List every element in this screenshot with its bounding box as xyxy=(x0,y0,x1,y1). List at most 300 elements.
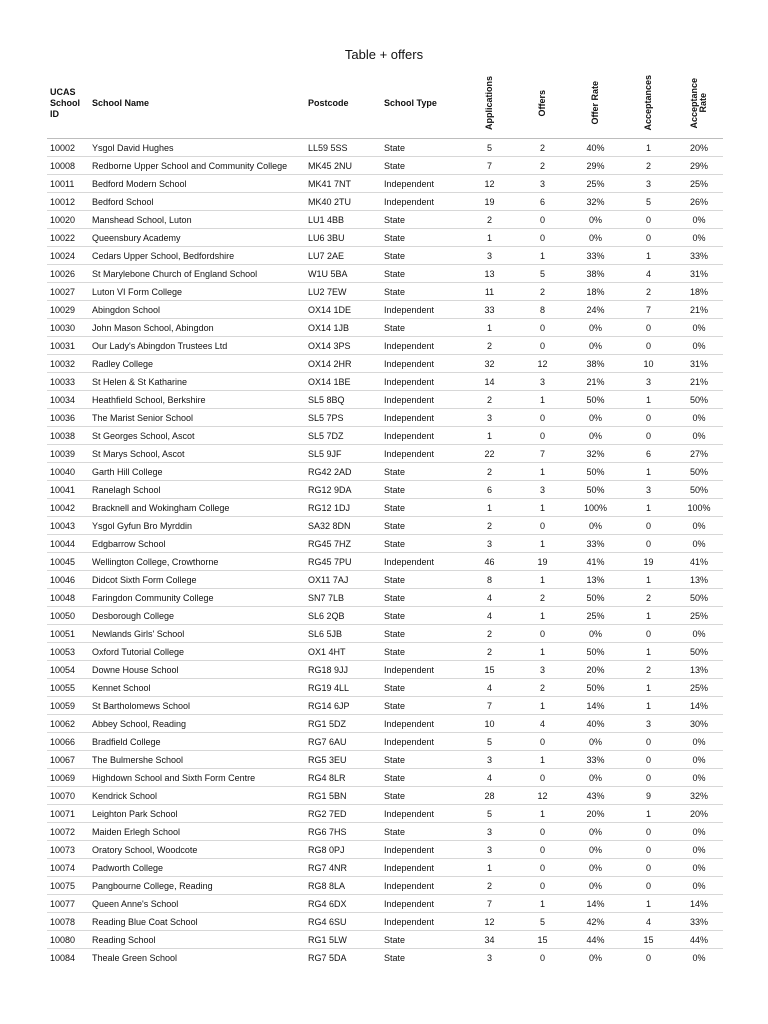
cell-offers: 1 xyxy=(516,535,569,553)
cell-offers: 0 xyxy=(516,625,569,643)
table-row xyxy=(47,445,723,463)
cell-applications: 22 xyxy=(463,445,516,463)
cell-offers: 12 xyxy=(516,787,569,805)
cell-school-type: Independent xyxy=(381,913,463,931)
cell-acceptances: 1 xyxy=(622,805,675,823)
cell-school-name: Ysgol Gyfun Bro Myrddin xyxy=(89,517,305,535)
cell-offer-rate: 0% xyxy=(569,229,622,247)
table-row xyxy=(47,175,723,193)
cell-acceptances: 7 xyxy=(622,301,675,319)
cell-postcode: RG8 8LA xyxy=(305,877,381,895)
cell-school-type: Independent xyxy=(381,895,463,913)
cell-acceptance-rate: 0% xyxy=(675,733,723,751)
cell-acceptances: 0 xyxy=(622,517,675,535)
cell-offers: 7 xyxy=(516,445,569,463)
cell-postcode: OX14 2HR xyxy=(305,355,381,373)
cell-school-type: State xyxy=(381,319,463,337)
cell-offer-rate: 25% xyxy=(569,175,622,193)
cell-school-name: Newlands Girls' School xyxy=(89,625,305,643)
cell-offer-rate: 100% xyxy=(569,499,622,517)
cell-postcode: W1U 5BA xyxy=(305,265,381,283)
cell-school-id: 10075 xyxy=(47,877,89,895)
cell-acceptances: 15 xyxy=(622,931,675,949)
cell-postcode: LU1 4BB xyxy=(305,211,381,229)
col-header-acceptances: Acceptances xyxy=(622,68,675,139)
cell-offers: 0 xyxy=(516,337,569,355)
cell-offer-rate: 50% xyxy=(569,391,622,409)
cell-school-type: Independent xyxy=(381,355,463,373)
cell-school-type: State xyxy=(381,607,463,625)
table-row xyxy=(47,499,723,517)
cell-school-type: State xyxy=(381,247,463,265)
cell-offer-rate: 50% xyxy=(569,463,622,481)
cell-offers: 1 xyxy=(516,751,569,769)
cell-acceptances: 1 xyxy=(622,499,675,517)
cell-school-name: Wellington College, Crowthorne xyxy=(89,553,305,571)
table-row xyxy=(47,697,723,715)
cell-school-name: Queensbury Academy xyxy=(89,229,305,247)
cell-acceptance-rate: 0% xyxy=(675,409,723,427)
table-row xyxy=(47,265,723,283)
cell-offers: 1 xyxy=(516,463,569,481)
cell-postcode: RG7 6AU xyxy=(305,733,381,751)
cell-offers: 2 xyxy=(516,589,569,607)
cell-applications: 6 xyxy=(463,481,516,499)
cell-school-type: Independent xyxy=(381,427,463,445)
cell-school-id: 10032 xyxy=(47,355,89,373)
cell-postcode: RG2 7ED xyxy=(305,805,381,823)
cell-acceptance-rate: 50% xyxy=(675,643,723,661)
cell-applications: 15 xyxy=(463,661,516,679)
cell-acceptances: 1 xyxy=(622,643,675,661)
cell-applications: 2 xyxy=(463,463,516,481)
cell-school-id: 10050 xyxy=(47,607,89,625)
cell-school-id: 10022 xyxy=(47,229,89,247)
cell-postcode: RG1 5LW xyxy=(305,931,381,949)
col-header-name: School Name xyxy=(89,68,305,139)
cell-school-id: 10062 xyxy=(47,715,89,733)
cell-acceptances: 2 xyxy=(622,589,675,607)
cell-offers: 4 xyxy=(516,715,569,733)
cell-offer-rate: 40% xyxy=(569,139,622,157)
cell-postcode: RG6 7HS xyxy=(305,823,381,841)
cell-acceptances: 6 xyxy=(622,445,675,463)
cell-acceptance-rate: 100% xyxy=(675,499,723,517)
table-row xyxy=(47,571,723,589)
cell-school-name: Bedford School xyxy=(89,193,305,211)
cell-acceptances: 5 xyxy=(622,193,675,211)
cell-postcode: RG12 9DA xyxy=(305,481,381,499)
cell-applications: 4 xyxy=(463,607,516,625)
cell-offer-rate: 25% xyxy=(569,607,622,625)
table-row xyxy=(47,913,723,931)
cell-school-name: Desborough College xyxy=(89,607,305,625)
cell-offers: 1 xyxy=(516,391,569,409)
cell-acceptances: 1 xyxy=(622,571,675,589)
cell-applications: 19 xyxy=(463,193,516,211)
cell-acceptance-rate: 44% xyxy=(675,931,723,949)
cell-school-name: Oxford Tutorial College xyxy=(89,643,305,661)
cell-acceptances: 0 xyxy=(622,733,675,751)
table-row xyxy=(47,535,723,553)
cell-school-id: 10033 xyxy=(47,373,89,391)
cell-school-type: State xyxy=(381,823,463,841)
cell-postcode: SL5 8BQ xyxy=(305,391,381,409)
cell-applications: 2 xyxy=(463,877,516,895)
cell-acceptances: 4 xyxy=(622,265,675,283)
col-header-id: UCAS School ID xyxy=(47,68,89,139)
cell-applications: 3 xyxy=(463,247,516,265)
cell-school-type: Independent xyxy=(381,175,463,193)
cell-acceptances: 1 xyxy=(622,697,675,715)
cell-postcode: MK41 7NT xyxy=(305,175,381,193)
cell-school-id: 10041 xyxy=(47,481,89,499)
table-row xyxy=(47,625,723,643)
cell-offer-rate: 0% xyxy=(569,823,622,841)
table-row xyxy=(47,283,723,301)
cell-postcode: RG7 4NR xyxy=(305,859,381,877)
cell-offer-rate: 24% xyxy=(569,301,622,319)
cell-acceptances: 9 xyxy=(622,787,675,805)
cell-school-type: Independent xyxy=(381,301,463,319)
cell-postcode: SL5 7DZ xyxy=(305,427,381,445)
cell-school-type: State xyxy=(381,517,463,535)
cell-acceptance-rate: 27% xyxy=(675,445,723,463)
offers-table-container xyxy=(47,68,723,964)
cell-school-type: State xyxy=(381,139,463,157)
cell-school-id: 10040 xyxy=(47,463,89,481)
cell-acceptance-rate: 25% xyxy=(675,607,723,625)
cell-offers: 0 xyxy=(516,427,569,445)
cell-acceptance-rate: 14% xyxy=(675,895,723,913)
cell-applications: 3 xyxy=(463,823,516,841)
cell-school-id: 10038 xyxy=(47,427,89,445)
cell-postcode: RG42 2AD xyxy=(305,463,381,481)
cell-offer-rate: 0% xyxy=(569,211,622,229)
cell-offer-rate: 0% xyxy=(569,409,622,427)
table-body xyxy=(47,139,723,965)
cell-school-name: Theale Green School xyxy=(89,949,305,965)
cell-applications: 2 xyxy=(463,643,516,661)
cell-acceptances: 4 xyxy=(622,913,675,931)
header-row xyxy=(47,68,723,139)
cell-school-type: State xyxy=(381,265,463,283)
cell-postcode: RG1 5BN xyxy=(305,787,381,805)
cell-applications: 3 xyxy=(463,841,516,859)
cell-offers: 2 xyxy=(516,283,569,301)
table-row xyxy=(47,337,723,355)
cell-school-id: 10045 xyxy=(47,553,89,571)
table-row xyxy=(47,787,723,805)
cell-offers: 1 xyxy=(516,643,569,661)
cell-offer-rate: 42% xyxy=(569,913,622,931)
cell-acceptance-rate: 25% xyxy=(675,175,723,193)
table-row xyxy=(47,139,723,157)
cell-acceptance-rate: 0% xyxy=(675,823,723,841)
cell-offers: 0 xyxy=(516,769,569,787)
cell-school-id: 10055 xyxy=(47,679,89,697)
cell-school-id: 10054 xyxy=(47,661,89,679)
cell-applications: 7 xyxy=(463,697,516,715)
cell-school-type: Independent xyxy=(381,409,463,427)
cell-acceptances: 1 xyxy=(622,679,675,697)
cell-school-name: The Bulmershe School xyxy=(89,751,305,769)
cell-postcode: RG4 6DX xyxy=(305,895,381,913)
cell-acceptances: 0 xyxy=(622,337,675,355)
cell-applications: 34 xyxy=(463,931,516,949)
cell-offers: 0 xyxy=(516,229,569,247)
cell-school-id: 10011 xyxy=(47,175,89,193)
cell-acceptances: 0 xyxy=(622,535,675,553)
cell-acceptance-rate: 33% xyxy=(675,913,723,931)
cell-school-id: 10027 xyxy=(47,283,89,301)
cell-offer-rate: 0% xyxy=(569,877,622,895)
cell-school-type: Independent xyxy=(381,841,463,859)
cell-offers: 0 xyxy=(516,409,569,427)
cell-acceptance-rate: 0% xyxy=(675,949,723,965)
cell-school-name: Redborne Upper School and Community College xyxy=(89,157,305,175)
cell-school-name: Bracknell and Wokingham College xyxy=(89,499,305,517)
table-row xyxy=(47,157,723,175)
cell-postcode: RG8 0PJ xyxy=(305,841,381,859)
cell-postcode: RG12 1DJ xyxy=(305,499,381,517)
cell-acceptance-rate: 18% xyxy=(675,283,723,301)
cell-offers: 1 xyxy=(516,805,569,823)
cell-acceptances: 0 xyxy=(622,751,675,769)
col-header-postcode: Postcode xyxy=(305,68,381,139)
cell-school-id: 10036 xyxy=(47,409,89,427)
cell-applications: 5 xyxy=(463,733,516,751)
cell-offers: 1 xyxy=(516,247,569,265)
cell-offer-rate: 14% xyxy=(569,895,622,913)
cell-offers: 3 xyxy=(516,373,569,391)
cell-school-name: St Marys School, Ascot xyxy=(89,445,305,463)
cell-offer-rate: 0% xyxy=(569,733,622,751)
cell-postcode: RG45 7HZ xyxy=(305,535,381,553)
table-row xyxy=(47,877,723,895)
cell-offers: 1 xyxy=(516,607,569,625)
cell-school-id: 10002 xyxy=(47,139,89,157)
cell-acceptance-rate: 0% xyxy=(675,625,723,643)
table-row xyxy=(47,751,723,769)
table-row xyxy=(47,661,723,679)
table-row xyxy=(47,769,723,787)
cell-school-id: 10020 xyxy=(47,211,89,229)
cell-school-type: State xyxy=(381,157,463,175)
cell-postcode: OX14 3PS xyxy=(305,337,381,355)
table-row xyxy=(47,481,723,499)
cell-offer-rate: 38% xyxy=(569,355,622,373)
cell-offers: 5 xyxy=(516,913,569,931)
cell-school-name: Reading Blue Coat School xyxy=(89,913,305,931)
cell-applications: 2 xyxy=(463,391,516,409)
table-row xyxy=(47,841,723,859)
cell-offer-rate: 44% xyxy=(569,931,622,949)
cell-applications: 4 xyxy=(463,679,516,697)
cell-postcode: RG7 5DA xyxy=(305,949,381,965)
cell-offer-rate: 0% xyxy=(569,949,622,965)
table-row xyxy=(47,211,723,229)
cell-acceptance-rate: 0% xyxy=(675,319,723,337)
cell-acceptance-rate: 0% xyxy=(675,337,723,355)
cell-postcode: OX14 1JB xyxy=(305,319,381,337)
cell-school-id: 10039 xyxy=(47,445,89,463)
cell-school-name: Bedford Modern School xyxy=(89,175,305,193)
table-row xyxy=(47,805,723,823)
cell-school-type: State xyxy=(381,679,463,697)
cell-acceptances: 0 xyxy=(622,229,675,247)
cell-applications: 3 xyxy=(463,751,516,769)
cell-acceptance-rate: 31% xyxy=(675,355,723,373)
cell-acceptances: 0 xyxy=(622,859,675,877)
cell-school-id: 10059 xyxy=(47,697,89,715)
cell-school-id: 10051 xyxy=(47,625,89,643)
cell-offers: 8 xyxy=(516,301,569,319)
cell-applications: 12 xyxy=(463,913,516,931)
table-row xyxy=(47,301,723,319)
cell-acceptances: 0 xyxy=(622,841,675,859)
cell-school-id: 10012 xyxy=(47,193,89,211)
col-header-acceptance-rate: Acceptance Rate xyxy=(675,68,723,139)
cell-school-name: Didcot Sixth Form College xyxy=(89,571,305,589)
cell-acceptances: 2 xyxy=(622,661,675,679)
cell-applications: 13 xyxy=(463,265,516,283)
cell-applications: 10 xyxy=(463,715,516,733)
cell-offers: 0 xyxy=(516,319,569,337)
cell-acceptances: 1 xyxy=(622,895,675,913)
cell-offer-rate: 50% xyxy=(569,589,622,607)
cell-school-id: 10030 xyxy=(47,319,89,337)
cell-school-type: State xyxy=(381,535,463,553)
cell-applications: 2 xyxy=(463,211,516,229)
cell-acceptances: 0 xyxy=(622,211,675,229)
cell-acceptance-rate: 32% xyxy=(675,787,723,805)
cell-acceptance-rate: 0% xyxy=(675,535,723,553)
cell-school-type: Independent xyxy=(381,661,463,679)
cell-school-type: State xyxy=(381,931,463,949)
cell-acceptance-rate: 13% xyxy=(675,571,723,589)
cell-school-name: Ysgol David Hughes xyxy=(89,139,305,157)
cell-school-name: Kennet School xyxy=(89,679,305,697)
cell-school-name: Highdown School and Sixth Form Centre xyxy=(89,769,305,787)
cell-postcode: OX14 1DE xyxy=(305,301,381,319)
cell-postcode: RG18 9JJ xyxy=(305,661,381,679)
cell-offers: 3 xyxy=(516,661,569,679)
cell-acceptances: 1 xyxy=(622,607,675,625)
cell-school-type: Independent xyxy=(381,805,463,823)
cell-offer-rate: 33% xyxy=(569,751,622,769)
cell-acceptances: 1 xyxy=(622,139,675,157)
table-row xyxy=(47,319,723,337)
cell-postcode: RG14 6JP xyxy=(305,697,381,715)
page-title: Table + offers xyxy=(344,47,424,62)
cell-school-type: State xyxy=(381,769,463,787)
cell-acceptance-rate: 0% xyxy=(675,211,723,229)
cell-acceptances: 0 xyxy=(622,625,675,643)
cell-school-name: Ranelagh School xyxy=(89,481,305,499)
cell-school-id: 10077 xyxy=(47,895,89,913)
cell-school-type: Independent xyxy=(381,715,463,733)
cell-acceptance-rate: 20% xyxy=(675,139,723,157)
cell-school-id: 10067 xyxy=(47,751,89,769)
table-row xyxy=(47,733,723,751)
cell-applications: 2 xyxy=(463,517,516,535)
cell-offers: 0 xyxy=(516,877,569,895)
cell-acceptance-rate: 50% xyxy=(675,589,723,607)
cell-school-type: State xyxy=(381,463,463,481)
cell-school-name: Edgbarrow School xyxy=(89,535,305,553)
cell-school-name: St Bartholomews School xyxy=(89,697,305,715)
cell-offer-rate: 14% xyxy=(569,697,622,715)
offers-table xyxy=(47,68,723,964)
cell-offer-rate: 32% xyxy=(569,445,622,463)
cell-acceptances: 0 xyxy=(622,949,675,965)
cell-offers: 2 xyxy=(516,679,569,697)
table-row xyxy=(47,949,723,965)
cell-acceptance-rate: 14% xyxy=(675,697,723,715)
cell-school-name: St Marylebone Church of England School xyxy=(89,265,305,283)
table-row xyxy=(47,427,723,445)
cell-applications: 1 xyxy=(463,319,516,337)
cell-postcode: RG5 3EU xyxy=(305,751,381,769)
cell-applications: 1 xyxy=(463,427,516,445)
cell-school-id: 10024 xyxy=(47,247,89,265)
cell-applications: 2 xyxy=(463,337,516,355)
cell-school-type: Independent xyxy=(381,373,463,391)
col-header-offers: Offers xyxy=(516,68,569,139)
cell-applications: 5 xyxy=(463,139,516,157)
cell-school-id: 10048 xyxy=(47,589,89,607)
table-row xyxy=(47,463,723,481)
cell-school-type: Independent xyxy=(381,337,463,355)
cell-acceptance-rate: 0% xyxy=(675,427,723,445)
table-row xyxy=(47,373,723,391)
cell-school-name: Reading School xyxy=(89,931,305,949)
cell-acceptances: 3 xyxy=(622,715,675,733)
cell-postcode: SL5 7PS xyxy=(305,409,381,427)
table-row xyxy=(47,553,723,571)
cell-school-name: Queen Anne's School xyxy=(89,895,305,913)
cell-offer-rate: 0% xyxy=(569,625,622,643)
cell-acceptances: 1 xyxy=(622,391,675,409)
cell-acceptance-rate: 0% xyxy=(675,769,723,787)
cell-acceptance-rate: 29% xyxy=(675,157,723,175)
cell-acceptance-rate: 20% xyxy=(675,805,723,823)
cell-school-name: Faringdon Community College xyxy=(89,589,305,607)
cell-acceptance-rate: 0% xyxy=(675,877,723,895)
cell-school-name: St Georges School, Ascot xyxy=(89,427,305,445)
cell-postcode: RG4 6SU xyxy=(305,913,381,931)
cell-school-id: 10070 xyxy=(47,787,89,805)
cell-offer-rate: 0% xyxy=(569,769,622,787)
table-row xyxy=(47,247,723,265)
cell-applications: 14 xyxy=(463,373,516,391)
cell-offer-rate: 13% xyxy=(569,571,622,589)
cell-applications: 7 xyxy=(463,157,516,175)
table-row xyxy=(47,409,723,427)
cell-offers: 5 xyxy=(516,265,569,283)
cell-school-name: Pangbourne College, Reading xyxy=(89,877,305,895)
cell-school-name: Kendrick School xyxy=(89,787,305,805)
cell-offers: 3 xyxy=(516,481,569,499)
cell-postcode: RG45 7PU xyxy=(305,553,381,571)
cell-school-name: Maiden Erlegh School xyxy=(89,823,305,841)
cell-postcode: SA32 8DN xyxy=(305,517,381,535)
cell-acceptances: 0 xyxy=(622,769,675,787)
cell-applications: 1 xyxy=(463,229,516,247)
cell-acceptance-rate: 26% xyxy=(675,193,723,211)
cell-postcode: SL6 2QB xyxy=(305,607,381,625)
